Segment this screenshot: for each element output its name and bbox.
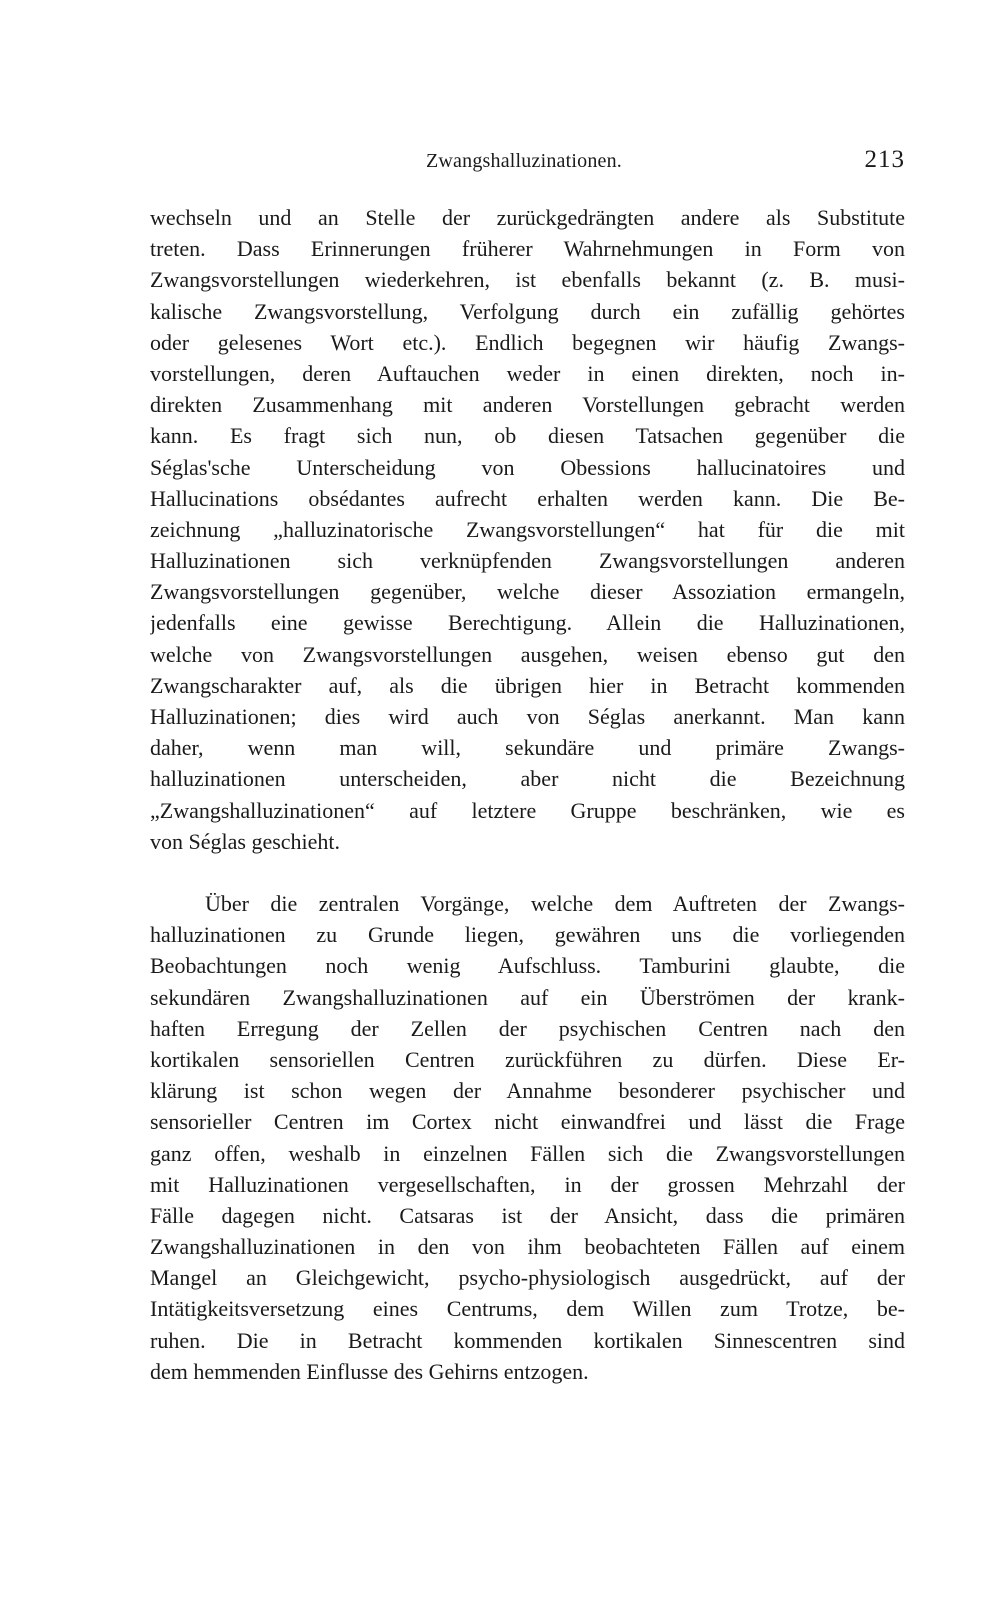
text-line: ruhen. Die in Betracht kommenden kortikalen Sinnescentren sind [150, 1327, 905, 1353]
text-line: kalische Zwangsvorstellung, Verfolgung durch ein zufällig gehörtes [150, 298, 905, 324]
text-line: zeichnung „halluzinatorische Zwangsvorstellungen“ hat für die mit [150, 516, 905, 542]
text-line: treten. Dass Erinnerungen früherer Wahrnehmungen in Form von [150, 236, 905, 262]
text-line: Séglas'sche Unterscheidung von Obessions hallucinatoires und [150, 454, 905, 480]
page-number: 213 [864, 146, 905, 173]
text-line: Zwangscharakter auf, als die übrigen hier in Betracht kommenden [150, 672, 905, 698]
text-line: Intätigkeitsversetzung eines Centrums, dem Willen zum Trotze, be- [150, 1296, 905, 1322]
text-line: direkten Zusammenhang mit anderen Vorstellungen gebracht werden [150, 392, 905, 418]
text-line: sensorieller Centren im Cortex nicht einwandfrei und lässt die Frage [150, 1109, 905, 1135]
text-line: Zwangshalluzinationen in den von ihm beobachteten Fällen auf einem [150, 1234, 905, 1260]
paragraph-1 [150, 202, 905, 857]
text-line: Hallucinations obsédantes aufrecht erhalten werden kann. Die Be- [150, 485, 905, 511]
text-line: halluzinationen zu Grunde liegen, gewähren uns die vorliegenden [150, 922, 905, 948]
text-line: Fälle dagegen nicht. Catsaras ist der Ansicht, dass die primären [150, 1202, 905, 1228]
text-line: halluzinationen unterscheiden, aber nicht die Bezeichnung [150, 766, 905, 792]
text-line: dem hemmenden Einflusse des Gehirns entzogen. [150, 1358, 589, 1384]
text-line: Halluzinationen; dies wird auch von Séglas anerkannt. Man kann [150, 704, 905, 729]
text-line: Über die zentralen Vorgänge, welche dem Auftreten der Zwangs- [205, 891, 905, 916]
text-line: Zwangsvorstellungen gegenüber, welche dieser Assoziation ermangeln, [150, 579, 905, 605]
text-line: sekundären Zwangshalluzinationen auf ein Überströmen der krank- [150, 984, 905, 1010]
paragraph-2 [150, 888, 905, 1387]
text-line: Beobachtungen noch wenig Aufschluss. Tamburini glaubte, die [150, 953, 905, 979]
text-line: kortikalen sensoriellen Centren zurückführen zu dürfen. Diese Er- [150, 1046, 905, 1072]
text-line: vorstellungen, deren Auftauchen weder in einen direkten, noch in- [150, 360, 905, 386]
text-line: „Zwangshalluzinationen“ auf letztere Gruppe beschränken, wie es [150, 797, 905, 823]
text-line: oder gelesenes Wort etc.). Endlich begegnen wir häufig Zwangs- [150, 329, 905, 355]
text-line: welche von Zwangsvorstellungen ausgehen, weisen ebenso gut den [150, 641, 905, 667]
text-line: von Séglas geschieht. [150, 828, 341, 854]
text-line: Halluzinationen sich verknüpfenden Zwangsvorstellungen anderen [150, 548, 905, 574]
text-line: Zwangsvorstellungen wiederkehren, ist ebenfalls bekannt (z. B. musi- [150, 267, 905, 293]
text-line: Mangel an Gleichgewicht, psycho-physiologisch ausgedrückt, auf der [150, 1265, 905, 1291]
text-line: klärung ist schon wegen der Annahme besonderer psychischer und [150, 1078, 905, 1104]
text-line: mit Halluzinationen vergesellschaften, in der grossen Mehrzahl der [150, 1171, 905, 1197]
text-line: kann. Es fragt sich nun, ob diesen Tatsachen gegenüber die [150, 423, 905, 449]
text-line: jedenfalls eine gewisse Berechtigung. Allein die Halluzinationen, [150, 610, 905, 636]
running-head [150, 146, 905, 180]
text-line: ganz offen, weshalb in einzelnen Fällen sich die Zwangsvorstellungen [150, 1140, 905, 1166]
text-line: wechseln und an Stelle der zurückgedrängten andere als Substitute [150, 205, 905, 230]
running-title: Zwangshalluzinationen. [426, 150, 623, 172]
text-line: haften Erregung der Zellen der psychischen Centren nach den [150, 1015, 905, 1041]
text-line: daher, wenn man will, sekundäre und primäre Zwangs- [150, 735, 905, 761]
